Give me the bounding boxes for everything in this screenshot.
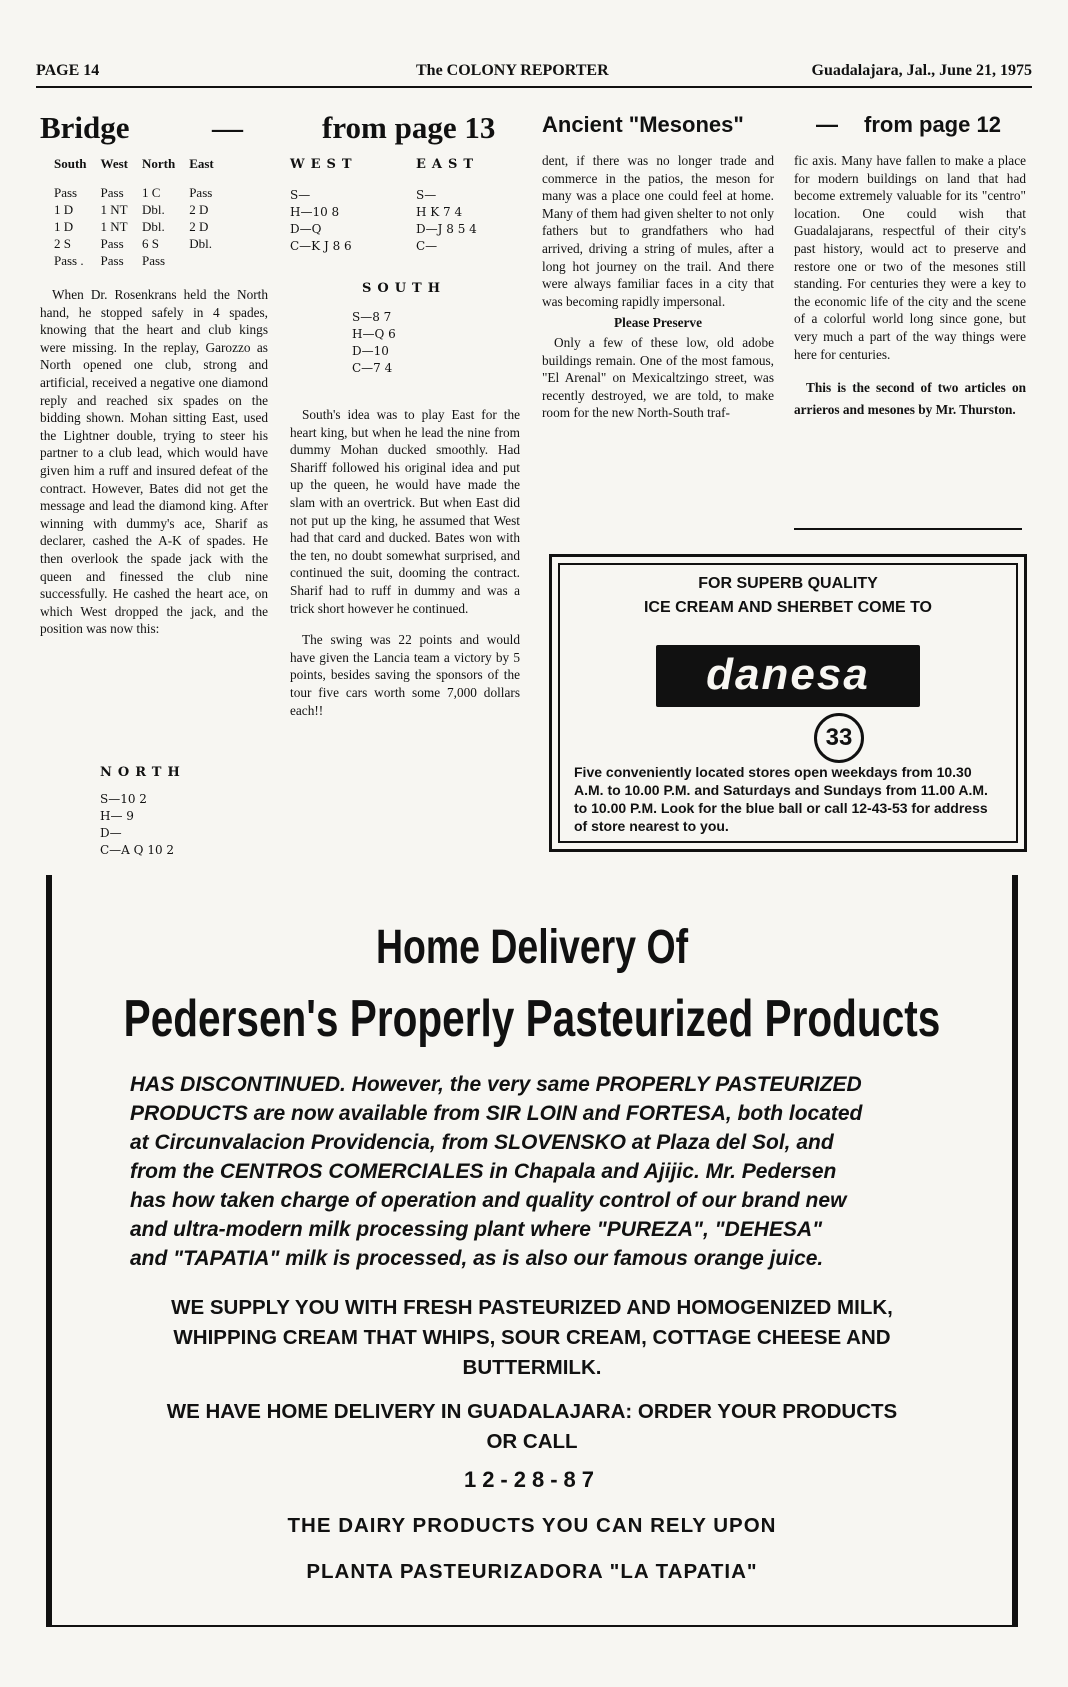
pedersen-delivery-block [52,1397,1012,1457]
mesones-continued: from page 12 [864,112,1001,137]
east-hearts: H K 7 4 [416,205,463,219]
bid-cell [189,252,228,269]
pedersen-company: PLANTA PASTEURIZADORA "LA TAPATIA" [306,1560,758,1583]
newspaper-name: The COLONY REPORTER [416,62,609,79]
pedersen-phone: 12-28-87 [463,1467,601,1492]
danesa-badge-number: 33 [825,724,853,751]
south-hearts: H—Q 6 [352,327,396,341]
mesones-author-note: This is the second of two articles on arrieros and mesones by Mr. Thurston. [794,380,1026,418]
pedersen-ad [46,875,1018,1627]
bid-cell: 1 NT [100,202,128,217]
bid-cell: 6 S [141,236,159,251]
south-clubs: C—7 4 [352,361,393,375]
bid-cell: 1 D [54,202,74,217]
column-rule [794,528,1022,530]
bid-cell: Dbl. [141,219,165,234]
danesa-info: Five conveniently located stores open weekdays from 10.30 A.M. to 10.00 P.M. and Saturdays and Sundays from 11.00 A.M. to 10.00 P.M. Look for the blue ball or call 12-43-53 for address of store nearest to you. [574,764,988,834]
west-spades: S— [290,188,311,202]
bid-header: South [54,156,87,171]
west-hand [290,156,410,255]
bid-cell: Pass [189,185,213,200]
pedersen-italic-line: and ultra-modern milk processing plant where "PUREZA", "DEHESA" [130,1218,823,1241]
pedersen-slogan: THE DAIRY PRODUCTS YOU CAN RELY UPON [287,1514,777,1537]
bid-cell: 2 D [189,219,209,234]
east-clubs: C— [416,239,438,253]
north-hand [100,764,280,859]
page-number: PAGE 14 [36,62,100,79]
pedersen-headline-1: Home Delivery Of [375,921,689,974]
north-diamonds: D— [100,826,122,840]
bid-row [54,184,228,201]
pedersen-italic-line: and "TAPATIA" milk is processed, as is also our famous orange juice. [130,1247,824,1270]
pedersen-italic-line: PRODUCTS are now available from SIR LOIN and FORTESA, both located [130,1102,863,1125]
south-spades: S—8 7 [352,310,392,324]
bid-row [54,201,228,218]
bridge-article-body [40,286,268,638]
bridge-paragraph: The swing was 22 points and would have given the Lancia team a victory by 5 points, besides saving the sponsors of the tour five cars worth some 7,000 dollars each!! [290,632,520,718]
bid-cell: 1 C [141,185,161,200]
bridge-title: Bridge [40,110,130,145]
pedersen-italic-line: from the CENTROS COMERCIALES in Chapala and Ajijic. Mr. Pedersen [130,1160,837,1183]
danesa-ad-inner-border [558,563,1018,843]
bid-header: East [189,156,214,171]
pedersen-italic-line: has how taken charge of operation and quality control of our brand new [130,1189,847,1212]
bid-cell: Dbl. [141,202,165,217]
east-label: EAST [416,157,480,172]
bid-cell: Pass [141,253,166,268]
bid-cell: 2 S [54,236,71,251]
danesa-ad [549,554,1027,852]
pedersen-delivery-line: WE HAVE HOME DELIVERY IN GUADALAJARA: ORDER YOUR PRODUCTS [166,1400,898,1423]
bid-cell: Pass [100,236,124,251]
south-label: SOUTH [362,281,447,296]
bid-cell: Pass . [54,253,84,268]
north-clubs: C—A Q 10 2 [100,843,175,857]
danesa-badge [814,713,864,763]
masthead [36,62,1032,88]
east-diamonds: D—J 8 5 4 [416,222,477,236]
pedersen-italic-line: HAS DISCONTINUED. However, the very same PROPERLY PASTEURIZED [130,1073,862,1096]
bid-cell: Pass [100,253,124,268]
pedersen-italic-block [130,1070,950,1273]
mesones-subhead: Please Preserve [614,315,702,331]
bid-cell: 1 D [54,219,74,234]
bidding-table [54,155,228,269]
north-spades: S—10 2 [100,792,147,806]
mesones-title: Ancient "Mesones" [542,112,744,137]
danesa-logo [656,645,920,707]
pedersen-delivery-line: OR CALL [486,1430,578,1453]
pedersen-headline-2: Pedersen's Properly Pasteurized Products [123,990,941,1048]
bidding-header-row [54,155,228,172]
mesones-title-dash: — [816,112,838,137]
bid-cell: Pass [54,185,78,200]
bridge-continued: from page 13 [322,110,496,145]
danesa-line1: FOR SUPERB QUALITY [698,575,878,592]
bid-cell: Pass [100,185,124,200]
west-clubs: C—K J 8 6 [290,239,352,253]
west-hearts: H—10 8 [290,205,340,219]
bridge-title-dash: — [212,110,243,145]
bid-row [54,252,228,269]
bid-row [54,235,228,252]
danesa-brand: danesa [706,650,870,699]
east-spades: S— [416,188,437,202]
mesones-paragraph: fic axis. Many have fallen to make a place for modern buildings on land that had become extremely valuable for its "centro" location. One could wish that Guadalajarans, respectful of their city's past history, would act to preserve and restore one or two of the mesones still standing. For centuries they were a key to the economic life of the city and the scene of a colorful world long since gone, but very much a part of the way things were here for centuries. [794,153,1026,362]
mesones-paragraph: dent, if there was no longer trade and commerce in the patios, the meson for many was a place one could feel at home. Many of them had given shelter to not only fathers but to grandfathers who had arrived, driving a string of mules, after a long hot journey on the trail. And there were always familiar faces in a city that was becoming rapidly impersonal. [542,153,774,309]
bridge-paragraph: When Dr. Rosenkrans held the North hand, he stopped safely in 4 spades, knowing that the heart and club kings were missing. In the replay, Garozzo as North opened one club, strong and artificial, received a negative one diamond reply and reached six spades on the bidding shown. Mohan sitting East, used the Lightner double, trying to steer his partner to a club lead, which would have given him a ruff and insured defeat of the contract. However, Bates did not get the message and lead the diamond king. After winning with dummy's ace, Sharif as declarer, cashed the A-K of spades. He then overlook the spade jack with the queen and finessed the club nine successfully. He cashed the heart ace, on which West dropped the jack, and the position was now this: [40,287,268,637]
north-label: NORTH [100,765,186,780]
west-label: WEST [290,157,358,172]
bid-row [54,218,228,235]
south-diamonds: D—10 [352,344,389,358]
pedersen-supply-line: BUTTERMILK. [462,1356,602,1379]
pedersen-supply-block [52,1293,1012,1383]
east-hand [416,156,536,255]
bridge-paragraph: South's idea was to play East for the heart king, but when he lead the nine from dummy Mohan ducked smoothly. Had Shariff followed his original idea and put up the queen, he would have made the slam with an overtrick. But when East did not put up the king, he assumed that West had that card and ducked. Bates won with the ten, no doubt somewhat surprised, and continued the suit, dooming the contract. Sharif had to ruff in dummy and was a trick short however he continued. [290,407,520,616]
danesa-line2: ICE CREAM AND SHERBET COME TO [643,599,932,616]
west-diamonds: D—Q [290,222,322,236]
pedersen-supply-line: WE SUPPLY YOU WITH FRESH PASTEURIZED AND HOMOGENIZED MILK, [171,1296,893,1319]
bid-header: North [141,156,176,171]
pedersen-supply-line: WHIPPING CREAM THAT WHIPS, SOUR CREAM, COTTAGE CHEESE AND [173,1326,891,1349]
bridge-article-body-2 [290,406,520,719]
bid-cell: Dbl. [189,236,212,251]
mesones-column-1 [542,152,774,422]
bid-cell: 1 NT [100,219,128,234]
north-hearts: H— 9 [100,809,134,823]
mesones-paragraph: Only a few of these low, old adobe buildings remain. One of the most famous, "El Arenal" on Mexicaltzingo street, was recently destroyed, we are told, to make room for the new North-South traf- [542,334,774,421]
mesones-column-2 [794,152,1026,421]
south-hand [352,280,492,377]
bid-cell: 2 D [189,202,209,217]
pedersen-italic-line: at Circunvalacion Providencia, from SLOVENSKO at Plaza del Sol, and [130,1131,834,1154]
bid-header: West [100,156,128,171]
dateline: Guadalajara, Jal., June 21, 1975 [811,62,1032,79]
